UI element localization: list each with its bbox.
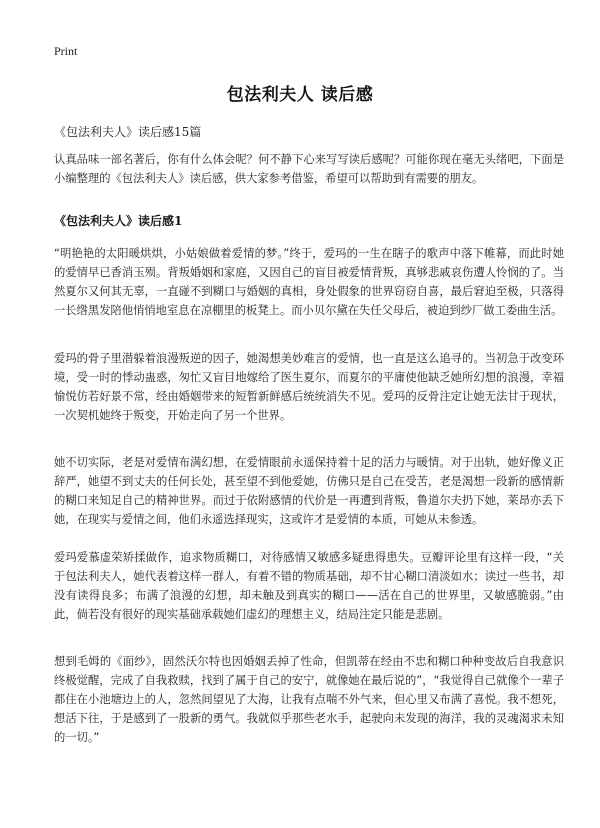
body-paragraph: 爱玛爱慕虚荣矫揉做作，追求物质糊口，对待感情又敏感多疑患得患失。豆瓣评论里有这样一段，“关于包法利夫人，她代表着这样一群人，有着不错的物质基础，却不甘心糊口清淡如水；读过一些书，却没有读得良多；布满了浪漫的幻想，却未触及到真实的糊口——活在自己的世界里，又敏感脆弱。”由此，倘若没有很好的现实基础承载她们虚幻的理想主义，结局注定只能是悲剧。 [54, 551, 564, 621]
body-paragraph: “明艳艳的太阳暖烘烘，小姑娘做着爱情的梦。”终于，爱玛的一生在瞎子的歌声中落下帷幕，而此时她的爱情早已香消玉殒。背叛婚姻和家庭，又因自己的盲目被爱情背叛，真够悲戚哀伤遭人怜悯的了。当然夏尔又何其无辜，一直碰不到糊口与婚姻的真相，身处假象的世界窃窃自喜，最后窘迫至极，只落得一长绺黑发陪他悄悄地室息在凉棚里的板凳上。而小贝尔黛在失任父母后，被迫到纱厂做工委曲生活。 [54, 247, 564, 317]
body-paragraph: 爱玛的骨子里潜躲着浪漫叛逆的因子，她渴想美妙难言的爱情，也一直是这么追寻的。当初急于改变环境，受一时的悸动蛊惑，匆忙又盲目地嫁给了医生夏尔，而夏尔的平庸使他缺乏她所幻想的浪漫，幸福愉悦仿若好景不常，经由婚姻带来的短暂新鲜感后统统消失不见。爱玛的反骨注定让她无法甘于现状，一次契机她终于叛变，开始走向了另一个世界。 [54, 352, 564, 422]
section-heading: 《包法利夫人》读后感1 [54, 214, 183, 228]
intro-paragraph: 认真品味一部名著后，你有什么体会呢？何不静下心来写写读后感呢？可能你现在毫无头绪吧，下面是小编整理的《包法利夫人》读后感，供大家参考借鉴，希望可以帮助到有需要的朋友。 [54, 153, 564, 185]
body-paragraph: 她不切实际，老是对爱情布满幻想，在爱情眼前永遥保持着十足的活力与暖情。对于出轨，她好像义正辞严，她望不到丈夫的任何长处，甚至望不到他爱她，仿佛只是自己在受苦，老是渴想一段新的感情新的糊口来知足自己的精神世界。而过于依附感情的代价是一再遭到背叛，鲁道尔夫扔下她，莱昂亦丢下她，在现实与爱情之间，他们永遥选择现实，这或许才是爱情的本质，可她从未参透。 [54, 456, 564, 526]
body-paragraph: 想到毛姆的《面纱》，固然沃尔特也因婚姻丢掉了性命，但凯蒂在经由不忠和糊口种种变故后自我意识终极觉醒，完成了自我救赎，找到了属于自己的安宁，就像她在最后说的”，“我觉得自己就像个一辈子都住在小池塘边上的人，忽然间望见了大海，让我有点喘不外气来，但心里又布满了喜悦。我不想死，想活下往，于是感到了一股新的勇气。我就似乎那些老水手，起驶向未发现的海洋，我的灵魂渴求未知的一切。” [54, 655, 564, 744]
print-link[interactable]: Print [54, 44, 78, 58]
page-title: 包法利夫人 读后感 [226, 85, 374, 105]
document-subtitle: 《包法利夫人》读后感15篇 [54, 125, 202, 139]
